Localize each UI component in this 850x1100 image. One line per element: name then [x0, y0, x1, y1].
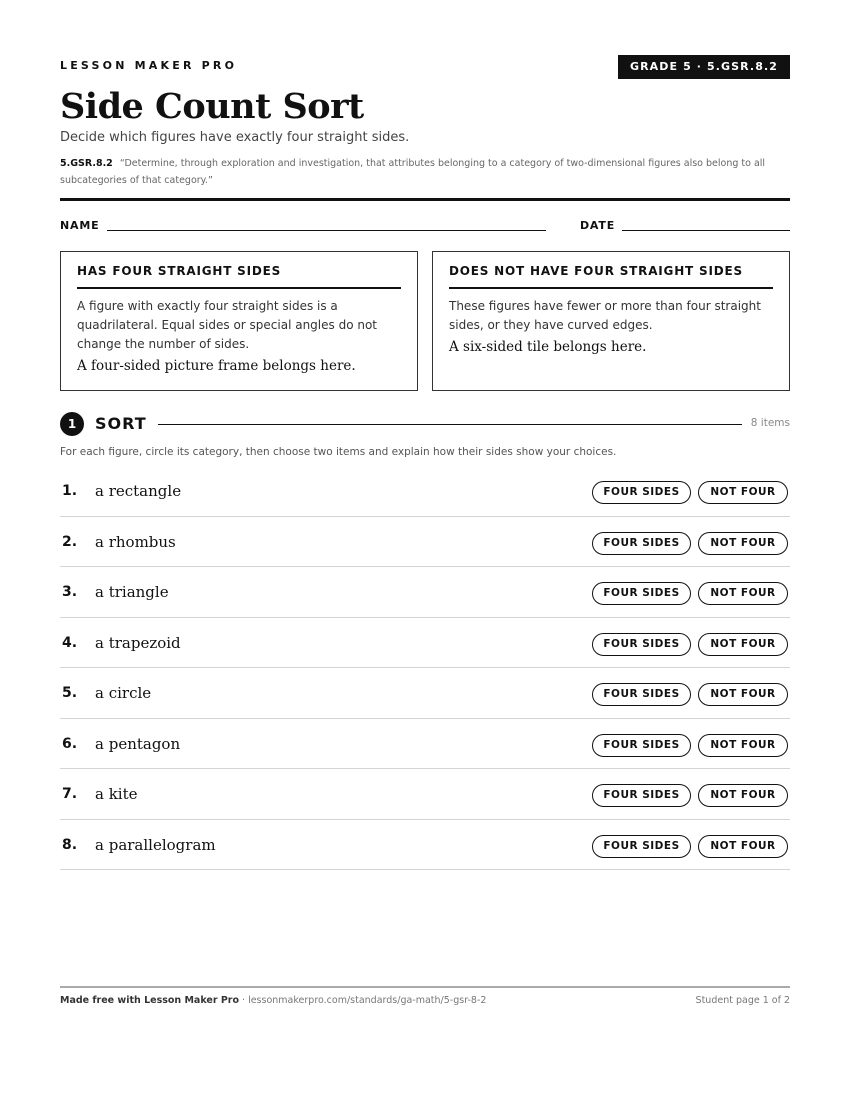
- category-example: A six-sided tile belongs here.: [449, 339, 647, 355]
- item-number: 8.: [62, 836, 78, 853]
- not-four-choice[interactable]: NOT FOUR: [698, 532, 788, 555]
- section-number-badge: 1: [60, 412, 84, 436]
- list-item: [60, 618, 790, 669]
- four-sides-choice[interactable]: FOUR SIDES: [592, 582, 691, 605]
- four-sides-choice[interactable]: FOUR SIDES: [592, 784, 691, 807]
- brand-name: LESSON MAKER PRO: [60, 59, 238, 72]
- footer-page-number: Student page 1 of 2: [695, 995, 790, 1006]
- footer-divider: [60, 986, 790, 988]
- sort-instructions: For each figure, circle its category, then choose two items and explain how their sides show your choices.: [60, 446, 617, 458]
- four-sides-choice[interactable]: FOUR SIDES: [592, 481, 691, 504]
- footer-made-with: Made free with Lesson Maker Pro: [60, 995, 240, 1006]
- item-count: 8 items: [750, 417, 790, 429]
- not-four-choice[interactable]: NOT FOUR: [698, 734, 788, 757]
- item-text: a rectangle: [95, 482, 182, 500]
- date-field[interactable]: [622, 230, 790, 231]
- category-box-not-four-sides: [432, 251, 790, 391]
- list-item: [60, 466, 790, 517]
- name-field[interactable]: [107, 230, 546, 231]
- category-title: DOES NOT HAVE FOUR STRAIGHT SIDES: [449, 264, 773, 289]
- footer-url[interactable]: lessonmakerpro.com/standards/ga-math/5-gsr-8-2: [248, 995, 487, 1006]
- item-number: 4.: [62, 634, 78, 651]
- list-item: [60, 719, 790, 770]
- four-sides-choice[interactable]: FOUR SIDES: [592, 835, 691, 858]
- not-four-choice[interactable]: NOT FOUR: [698, 683, 788, 706]
- not-four-choice[interactable]: NOT FOUR: [698, 784, 788, 807]
- item-text: a triangle: [95, 583, 169, 601]
- standard-text: “Determine, through exploration and investigation, that attributes belonging to a category of two-dimensional figures also belong to all subcategories of that category.”: [60, 158, 766, 186]
- list-item: [60, 820, 790, 871]
- four-sides-choice[interactable]: FOUR SIDES: [592, 532, 691, 555]
- item-number: 5.: [62, 685, 78, 701]
- standard-code: 5.GSR.8.2: [60, 158, 113, 169]
- name-label: NAME: [60, 219, 100, 232]
- item-number: 6.: [62, 735, 78, 752]
- item-text: a rhombus: [95, 532, 176, 551]
- name-date-row: [60, 219, 790, 235]
- four-sides-choice[interactable]: FOUR SIDES: [592, 734, 691, 757]
- sort-item-list: [60, 466, 790, 870]
- footer-separator: ·: [239, 995, 249, 1006]
- list-item: [60, 668, 790, 719]
- list-item: [60, 517, 790, 568]
- section-divider: [158, 424, 742, 425]
- four-sides-choice[interactable]: FOUR SIDES: [592, 633, 691, 656]
- item-number: 3.: [62, 584, 78, 600]
- item-text: a circle: [95, 684, 152, 702]
- section-label: SORT: [95, 414, 147, 433]
- header-divider: [60, 198, 790, 201]
- item-number: 7.: [62, 786, 78, 802]
- list-item: [60, 567, 790, 618]
- item-number: 2.: [62, 533, 78, 550]
- category-example: A four-sided picture frame belongs here.: [77, 358, 356, 374]
- item-number: 1.: [62, 483, 78, 499]
- not-four-choice[interactable]: NOT FOUR: [698, 633, 788, 656]
- header: [60, 55, 790, 79]
- footer-credit: [60, 995, 486, 1006]
- item-text: a pentagon: [95, 734, 181, 753]
- item-text: a kite: [95, 785, 138, 803]
- section-header-sort: [60, 412, 790, 436]
- page-subtitle: Decide which figures have exactly four straight sides.: [60, 130, 410, 145]
- page-title: Side Count Sort: [60, 86, 364, 127]
- category-box-four-sides: [60, 251, 418, 391]
- date-label: DATE: [580, 219, 616, 232]
- list-item: [60, 769, 790, 820]
- category-description: These figures have fewer or more than four straight sides, or they have curved edges.: [449, 299, 761, 332]
- category-title: HAS FOUR STRAIGHT SIDES: [77, 264, 401, 289]
- worksheet-page: [60, 0, 790, 1100]
- not-four-choice[interactable]: NOT FOUR: [698, 835, 788, 858]
- grade-badge: GRADE 5 · 5.GSR.8.2: [618, 55, 790, 79]
- not-four-choice[interactable]: NOT FOUR: [698, 582, 788, 605]
- four-sides-choice[interactable]: FOUR SIDES: [592, 683, 691, 706]
- category-description: A figure with exactly four straight sides is a quadrilateral. Equal sides or special angles do not change the number of sides.: [77, 299, 378, 351]
- standard-statement: [60, 155, 790, 189]
- item-text: a trapezoid: [95, 633, 181, 652]
- item-text: a parallelogram: [95, 835, 216, 854]
- not-four-choice[interactable]: NOT FOUR: [698, 481, 788, 504]
